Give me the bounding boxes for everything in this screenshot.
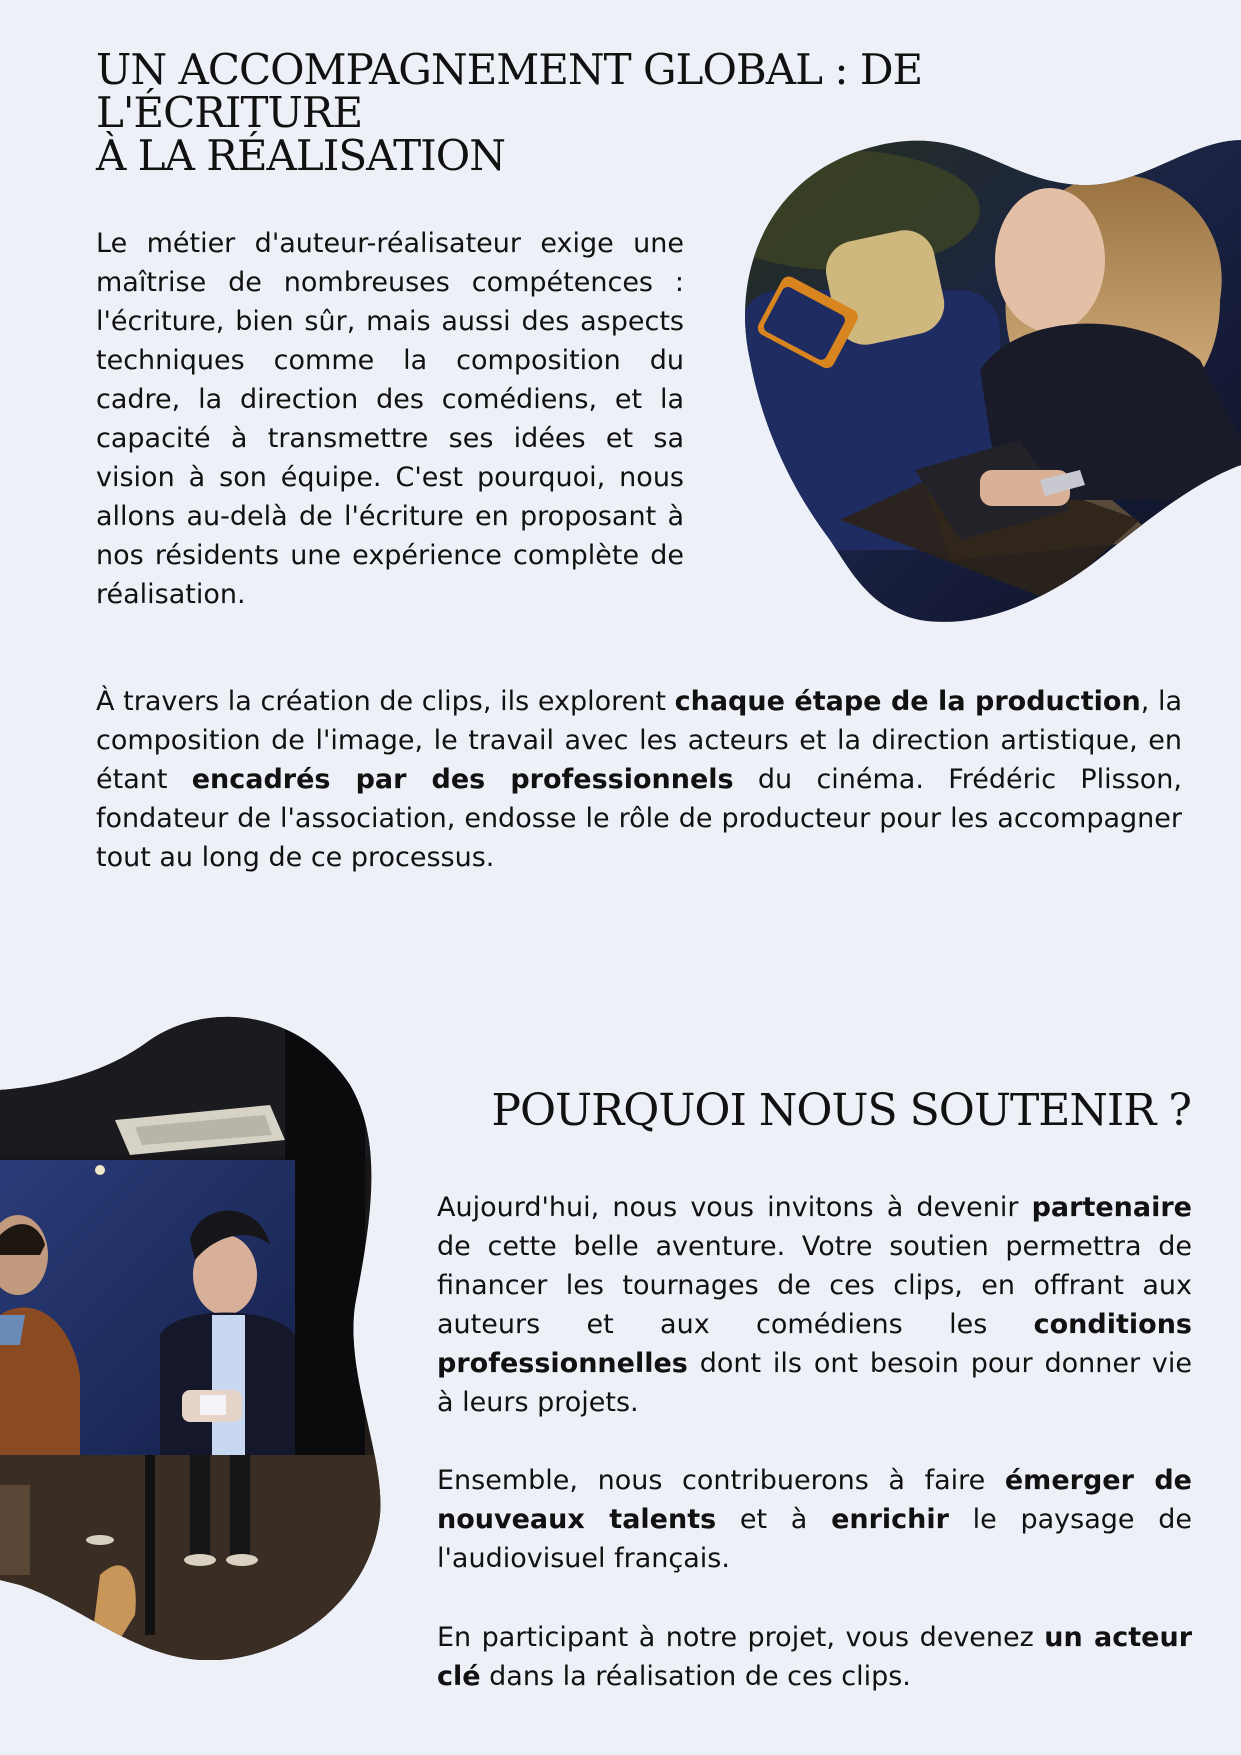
partner-text-2: de cette belle aventure. Votre soutien permettra de financer les tournages de ces clips, en offrant aux auteurs et aux comédiens les: [437, 1231, 1192, 1340]
participation-paragraph: [437, 1618, 1192, 1696]
section-title-soutenir: POURQUOI NOUS SOUTENIR ?: [491, 1085, 1191, 1136]
talents-bold-2: enrichir: [831, 1504, 949, 1535]
clips-bold-2: encadrés par des professionnels: [191, 764, 734, 795]
title-line-1: UN ACCOMPAGNEMENT GLOBAL : DE: [96, 45, 923, 94]
clips-text-1: À travers la création de clips, ils explorent: [96, 686, 675, 717]
partner-text-1: Aujourd'hui, nous vous invitons à devenir: [437, 1192, 1032, 1223]
participation-text-1: En participant à notre projet, vous devenez: [437, 1622, 1045, 1653]
talents-text-3: le paysage de l'audiovisuel français.: [437, 1504, 1192, 1574]
partner-text-3: dont ils ont besoin pour donner vie à leurs projets.: [437, 1348, 1192, 1418]
partner-bold-2: conditions professionnelles: [437, 1309, 1192, 1379]
intro-paragraph: Le métier d'auteur-réalisateur exige une maîtrise de nombreuses compétences : l'écriture, bien sûr, mais aussi des aspects techniques comme la composition du cadre, la direction des comédiens, et la capacité à transmettre ses idées et sa vision à son équipe. C'est pourquoi, nous allons au-delà de l'écriture en proposant à nos résidents une expérience complète de réalisation.: [96, 228, 684, 610]
talents-bold-1: émerger de nouveaux talents: [437, 1465, 1192, 1535]
title-line-3: À LA RÉALISATION: [96, 131, 505, 180]
clips-text-2: , la composition de l'image, le travail avec les acteurs et la direction artistique, en étant: [96, 686, 1182, 795]
partner-paragraph: [437, 1188, 1192, 1422]
participation-text-2: dans la réalisation de ces clips.: [480, 1661, 911, 1692]
clips-paragraph: [96, 682, 1182, 877]
talents-text-2: et à: [716, 1504, 832, 1535]
partner-bold-1: partenaire: [1031, 1192, 1192, 1223]
woman-laptop-photo: [720, 140, 1241, 630]
participation-bold-1: un acteur clé: [437, 1622, 1193, 1692]
talents-text-1: Ensemble, nous contribuerons à faire: [437, 1465, 1005, 1496]
title-line-2: L'ÉCRITURE: [96, 88, 363, 137]
talents-paragraph: [437, 1461, 1192, 1578]
clips-text-3: du cinéma. Frédéric Plisson, fondateur de l'association, endosse le rôle de producteur pour les accompagner tout au long de ce processus.: [96, 764, 1182, 873]
clips-bold-1: chaque étape de la production: [674, 686, 1141, 717]
actors-on-set-photo: [0, 1015, 385, 1660]
